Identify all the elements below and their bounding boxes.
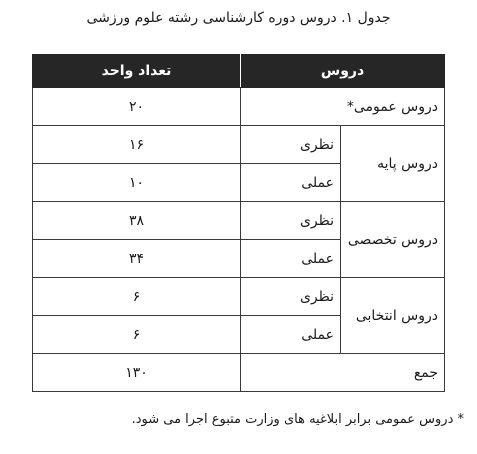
elective-theory-units: ۶ [33, 278, 241, 316]
total-units: ۱۳۰ [33, 354, 241, 392]
basic-theory-label: نظری [241, 126, 341, 164]
basic-theory-units: ۱۶ [33, 126, 241, 164]
elective-courses-label: دروس انتخابی [341, 278, 445, 354]
basic-practical-units: ۱۰ [33, 164, 241, 202]
specialized-theory-units: ۳۸ [33, 202, 241, 240]
table-row [33, 88, 445, 126]
specialized-practical-label: عملی [241, 240, 341, 278]
table-caption: جدول ۱. دروس دوره کارشناسی رشته علوم ورزشی [86, 10, 391, 26]
specialized-practical-units: ۳۴ [33, 240, 241, 278]
total-label: جمع [241, 354, 445, 392]
general-courses-label: دروس عمومی* [241, 88, 445, 126]
table-row-total [33, 354, 445, 392]
table-header-row [33, 55, 445, 88]
footnote: * دروس عمومی برابر ابلاغیه های وزارت متبوع اجرا می شود. [131, 412, 464, 427]
basic-courses-label: دروس پایه [341, 126, 445, 202]
courses-table [32, 54, 445, 392]
table-row [33, 278, 445, 316]
general-courses-units: ۲۰ [33, 88, 241, 126]
header-units: تعداد واحد [33, 55, 241, 88]
table-row [33, 126, 445, 164]
elective-practical-label: عملی [241, 316, 341, 354]
elective-theory-label: نظری [241, 278, 341, 316]
elective-practical-units: ۶ [33, 316, 241, 354]
table-row [33, 202, 445, 240]
specialized-courses-label: دروس تخصصی [341, 202, 445, 278]
header-courses: دروس [241, 55, 445, 88]
specialized-theory-label: نظری [241, 202, 341, 240]
basic-practical-label: عملی [241, 164, 341, 202]
